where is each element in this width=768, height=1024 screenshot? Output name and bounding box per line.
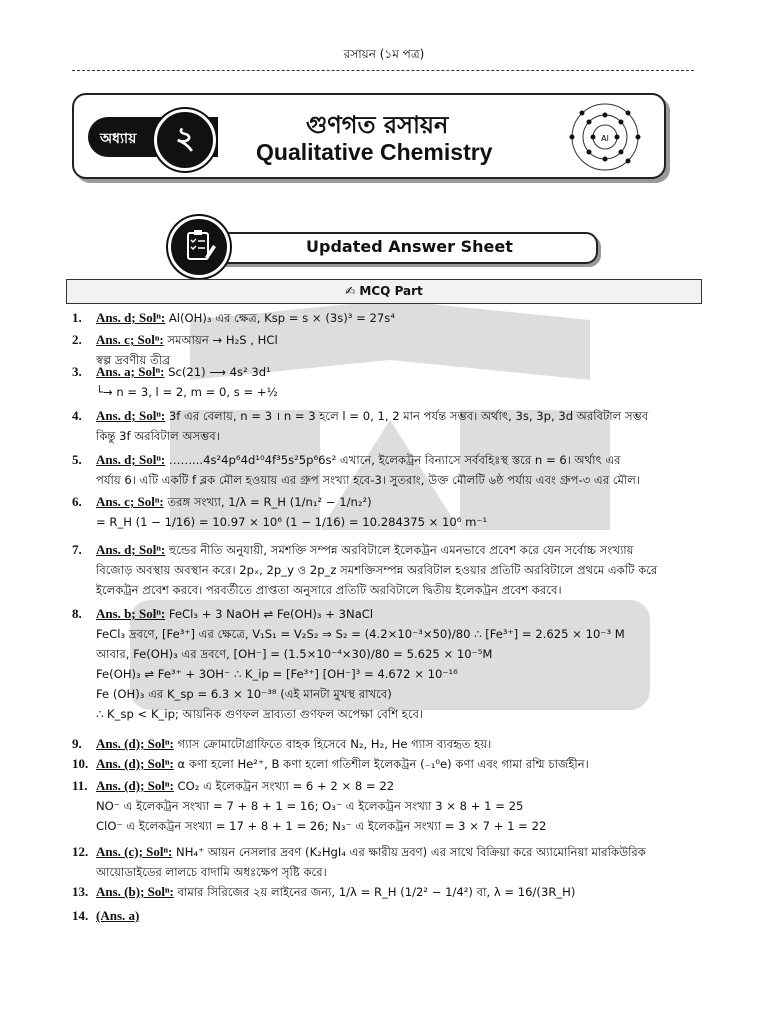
answer-solution-line: Ans. d; Solⁿ: Al(OH)₃ এর ক্ষেত্র, Ksp = s × (3s)³ = 27s⁴ xyxy=(96,310,395,325)
answer-label: Ans. d; Solⁿ: xyxy=(96,408,166,423)
answer-solution-line: Ans. (d); Solⁿ: α কণা হলো He²⁺, B কণা হলো গতিশীল ইলেকট্রন (₋₁⁰e) কণা এবং গামা রশ্মি চার্জহীন। xyxy=(96,756,589,771)
answer-continuation-line: Fe (OH)₃ এর K_sp = 6.3 × 10⁻³⁸ (এই মানটা মুখস্থ রাখবে) xyxy=(96,687,392,701)
answer-solution-line xyxy=(96,906,139,926)
answer-number: 11. xyxy=(72,778,88,793)
answer-number: 2. xyxy=(72,332,82,347)
answer-continuation-line: = R_H (1 − 1/16) = 10.97 × 10⁶ (1 − 1/16) = 10.284375 × 10⁶ m⁻¹ xyxy=(96,515,488,529)
answer-label: Ans. d; Solⁿ: xyxy=(96,452,166,467)
answer-continuation-line: আবার, Fe(OH)₃ এর দ্রবণে, [OH⁻] = (1.5×10⁻⁴×30)/80 = 5.625 × 10⁻⁵M xyxy=(96,647,493,661)
answer-continuation-line: FeCl₃ দ্রবণে, [Fe³⁺] এর ক্ষেত্রে, V₁S₁ = V₂S₂ ⇒ S₂ = (4.2×10⁻³×50)/80 ∴ [Fe³⁺] = 2.625 × 10⁻³ M xyxy=(96,627,625,641)
answer-solution-line: Ans. c; Solⁿ: তরঙ্গ সংখ্যা, 1/λ = R_H (1/n₁² − 1/n₂²) xyxy=(96,494,372,509)
answer-number: 7. xyxy=(72,542,82,557)
answer-continuation-line: └→ n = 3, l = 2, m = 0, s = +½ xyxy=(96,385,278,399)
answer-continuation-line: স্বল্প দ্রবণীয় তীব্র xyxy=(96,353,171,367)
answer-number: 10. xyxy=(72,756,89,771)
answer-number: 8. xyxy=(72,606,82,621)
answer-continuation-line: NO⁻ এ ইলেকট্রন সংখ্যা = 7 + 8 + 1 = 16; O₃⁻ এ ইলেকট্রন সংখ্যা 3 × 8 + 1 = 25 xyxy=(96,799,524,813)
answer-label: Ans. d; Solⁿ: xyxy=(96,310,166,325)
answer-label: Ans. c; Solⁿ: xyxy=(96,332,164,347)
answer-number: 13. xyxy=(72,884,89,899)
answer-label: Ans. (d); Solⁿ: xyxy=(96,736,174,751)
answer-label: Ans. (c); Solⁿ: xyxy=(96,844,173,859)
atom-label: Al xyxy=(601,134,609,143)
answer-solution-line: Ans. d; Solⁿ: ……...4s²4p⁶4d¹⁰4f³5s²5p⁶6s² এখানে, ইলেকট্রন বিন্যাসে সর্ববহিঃস্থ স্তরে n = 6। অর্থাৎ এর xyxy=(96,452,621,467)
answer-continuation-line: কিন্তু 3f অরবিটাল অসম্ভব। xyxy=(96,429,220,443)
answer-continuation-line: ইলেকট্রন প্রবেশ করবে। পরবর্তীতে প্রাপ্ততা অনুসারে প্রতিটি অরবিটালে দ্বিতীয় ইলেকট্রন প্রবেশ করবে। xyxy=(96,583,562,597)
chapter-title-bn: গুণগত রসায়ন xyxy=(306,111,449,139)
answer-solution-line: Ans. c; Solⁿ: সমআয়ন → H₂S , HCl xyxy=(96,332,278,347)
answer-number: 3. xyxy=(72,364,82,379)
answer-number: 4. xyxy=(72,408,82,423)
answer-solution-line: Ans. (c); Solⁿ: NH₄⁺ আয়ন নেসলার দ্রবণ (K₂HgI₄ এর ক্ষারীয় দ্রবণ) এর সাথে বিক্রিয়া করে অ্যামোনিয়া মারকিউরিক xyxy=(96,844,646,859)
answer-label: Ans. a; Solⁿ: xyxy=(96,364,165,379)
answer-solution-line: Ans. (b); Solⁿ: বামার সিরিজের ২য় লাইনের জন্য, 1/λ = R_H (1/2² − 1/4²) বা, λ = 16/(3R_H) xyxy=(96,884,576,899)
answer-solution-line: Ans. (d); Solⁿ: CO₂ এ ইলেকট্রন সংখ্যা = 6 + 2 × 8 = 22 xyxy=(96,778,395,793)
chapter-number: ২ xyxy=(154,109,216,171)
answer-number: 9. xyxy=(72,736,82,751)
answer-solution-line: Ans. d; Solⁿ: 3f এর বেলায়, n = 3 । n = 3 হলে l = 0, 1, 2 মান পর্যন্ত সম্ভব। অর্থাৎ, 3s, 3p, 3d অরবিটাল সম্ভব xyxy=(96,408,649,423)
answer-continuation-line: পর্যায় 6। এটি একটি f ব্লক মৌল হওয়ায় এর গ্রুপ সংখ্যা হবে-3। সুতরাং, উক্ত মৌলটি ৬ষ্ঠ পর্যায় এবং গ্রুপ-৩ এর মৌল। xyxy=(96,473,641,487)
running-header: রসায়ন (১ম পত্র) xyxy=(343,47,425,61)
answer-label: Ans. (d); Solⁿ: xyxy=(96,756,174,771)
answer-number: 5. xyxy=(72,452,82,467)
answer-solution-line: Ans. a; Solⁿ: Sc(21) ⟶ 4s² 3d¹ xyxy=(96,364,271,379)
answer-number: 1. xyxy=(72,310,82,325)
answer-solution-line: Ans. b; Solⁿ: FeCl₃ + 3 NaOH ⇌ Fe(OH)₃ + 3NaCl xyxy=(96,606,374,621)
answer-continuation-line: ClO⁻ এ ইলেকট্রন সংখ্যা = 17 + 8 + 1 = 26; N₃⁻ এ ইলেকট্রন সংখ্যা = 3 × 7 + 1 = 22 xyxy=(96,819,547,833)
answer-number: 6. xyxy=(72,494,82,509)
answer-label: Ans. (d); Solⁿ: xyxy=(96,778,174,793)
answer-label: (Ans. a) xyxy=(96,908,140,923)
answer-continuation-line: আয়োডাইডের লালচে বাদামি অধঃক্ষেপ সৃষ্টি করে। xyxy=(96,865,327,879)
answer-label: Ans. b; Solⁿ: xyxy=(96,606,166,621)
answer-sheet-title: Updated Answer Sheet xyxy=(306,237,513,256)
answer-label: Ans. d; Solⁿ: xyxy=(96,542,166,557)
chapter-label: অধ্যায় xyxy=(100,131,137,147)
answer-number: 12. xyxy=(72,844,89,859)
answer-solution-line: Ans. d; Solⁿ: হুন্ডের নীতি অনুযায়ী, সমশক্তি সম্পন্ন অরবিটালে ইলেকট্রন এমনভাবে প্রবেশ করে যেন সর্বোচ্চ সংখ্যায় xyxy=(96,542,634,557)
answer-solution-line: Ans. (d); Solⁿ: গ্যাস ক্রোমাটোগ্রাফিতে বাহক হিসেবে N₂, H₂, He গ্যাস ব্যবহৃত হয়। xyxy=(96,736,492,751)
answer-continuation-line: বিজোড় অবস্থায় অবস্থান করে। 2pₓ, 2p_y ও 2p_z সমশক্তিসম্পন্ন অরবিটাল হওয়ার প্রতিটি অরবিটালে প্রথমে একটি করে xyxy=(96,563,658,577)
answer-label: Ans. (b); Solⁿ: xyxy=(96,884,174,899)
answer-continuation-line: ∴ K_sp < K_ip; আয়নিক গুণফল দ্রাব্যতা গুণফল অপেক্ষা বেশি হবে। xyxy=(96,707,424,721)
answer-continuation-line: Fe(OH)₃ ⇌ Fe³⁺ + 3OH⁻ ∴ K_ip = [Fe³⁺] [OH⁻]³ = 4.672 × 10⁻¹⁶ xyxy=(96,667,458,681)
chapter-title-en: Qualitative Chemistry xyxy=(256,139,493,165)
mcq-part-header: ✍ MCQ Part xyxy=(66,279,702,304)
answer-number: 14. xyxy=(72,908,89,923)
answer-label: Ans. c; Solⁿ: xyxy=(96,494,164,509)
